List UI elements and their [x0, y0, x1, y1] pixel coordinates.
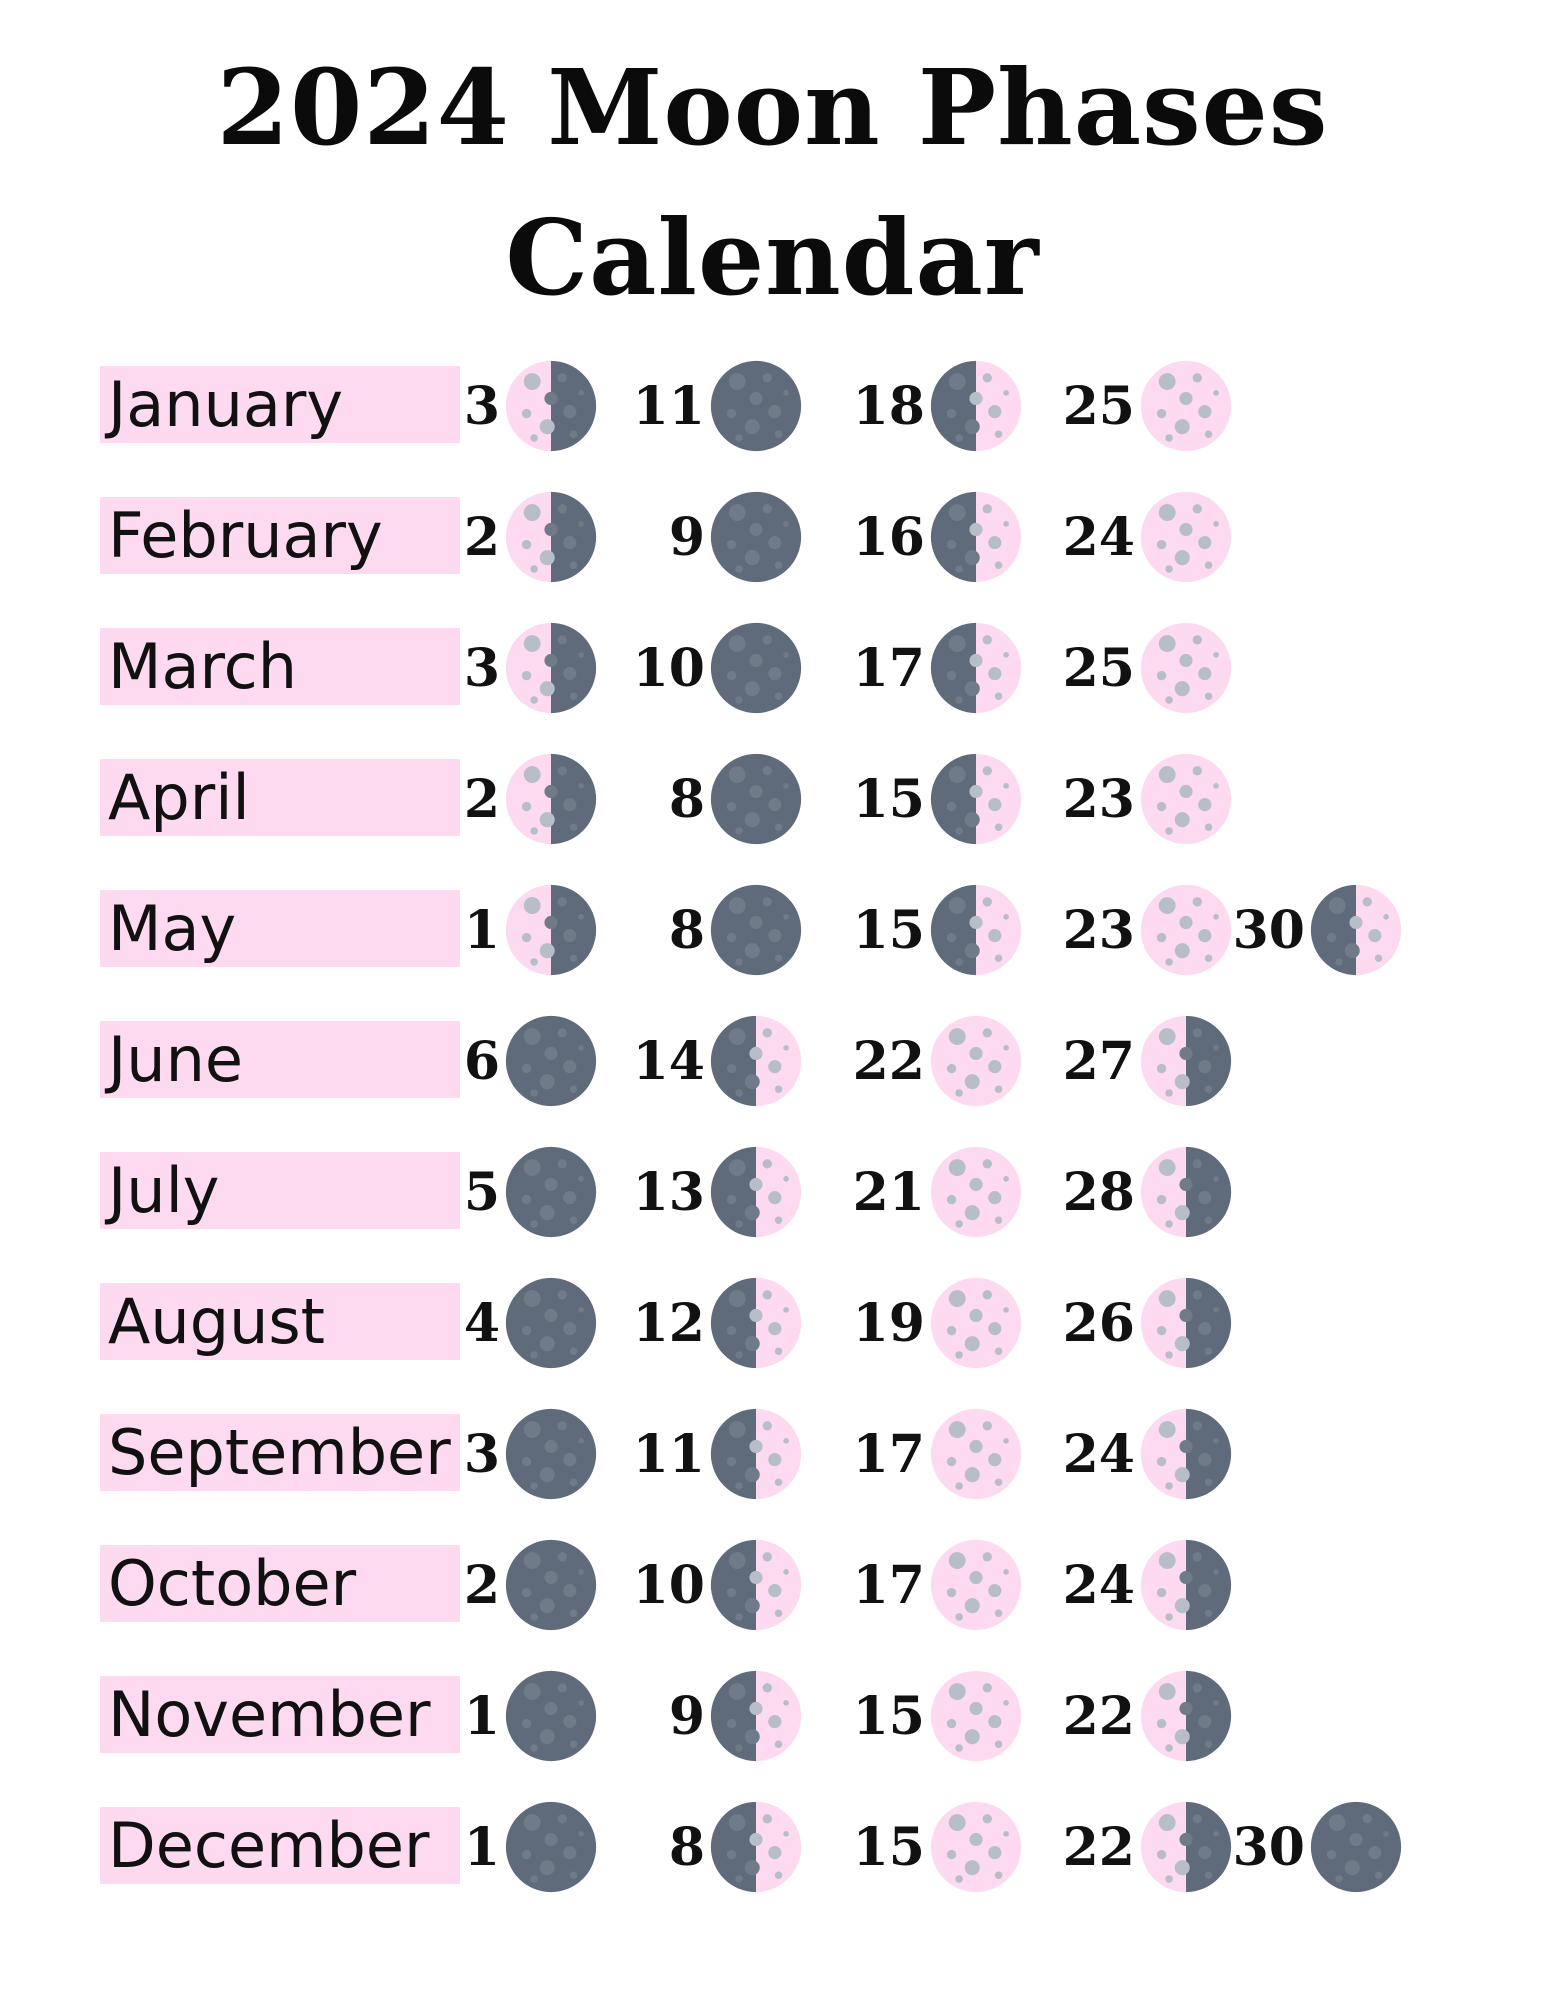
first-quarter-moon-icon	[709, 1276, 803, 1370]
phase-day: 27	[1062, 1031, 1135, 1092]
phase-day: 1	[463, 900, 500, 961]
phase-day: 15	[852, 1817, 925, 1878]
phase-day: 9	[668, 1686, 705, 1747]
phase-day: 15	[852, 769, 925, 830]
phase-day: 4	[463, 1293, 500, 1354]
phase-day: 3	[463, 376, 500, 437]
phase-day: 22	[1062, 1817, 1135, 1878]
month-name: June	[108, 1023, 244, 1096]
phase-day: 19	[852, 1293, 925, 1354]
phase-day: 25	[1062, 638, 1135, 699]
new-moon-icon	[709, 752, 803, 846]
month-row-may	[0, 869, 1545, 979]
phase-day: 17	[852, 638, 925, 699]
month-row-september	[0, 1393, 1545, 1503]
phase-day: 30	[1232, 1817, 1305, 1878]
month-label	[100, 890, 460, 967]
month-row-march	[0, 607, 1545, 717]
first-quarter-moon-icon	[709, 1407, 803, 1501]
month-row-april	[0, 738, 1545, 848]
phase-day: 10	[632, 638, 705, 699]
phase-day: 3	[463, 1424, 500, 1485]
new-moon-icon	[504, 1669, 598, 1763]
new-moon-icon	[504, 1014, 598, 1108]
month-name: May	[108, 892, 237, 965]
page-subtitle: Calendar	[505, 196, 1040, 319]
month-row-february	[0, 476, 1545, 586]
first-quarter-moon-icon	[929, 883, 1023, 977]
phase-day: 10	[632, 1555, 705, 1616]
phase-day: 2	[463, 507, 500, 568]
first-quarter-moon-icon	[709, 1800, 803, 1894]
phase-day: 26	[1062, 1293, 1135, 1354]
first-quarter-moon-icon	[929, 752, 1023, 846]
month-label	[100, 1545, 460, 1622]
full-moon-icon	[929, 1014, 1023, 1108]
month-row-november	[0, 1655, 1545, 1765]
month-label	[100, 1021, 460, 1098]
full-moon-icon	[1139, 490, 1233, 584]
phase-day: 9	[668, 507, 705, 568]
first-quarter-moon-icon	[929, 490, 1023, 584]
phase-day: 23	[1062, 900, 1135, 961]
first-quarter-moon-icon	[709, 1145, 803, 1239]
first-quarter-moon-icon	[709, 1014, 803, 1108]
full-moon-icon	[1139, 359, 1233, 453]
phase-day: 15	[852, 1686, 925, 1747]
new-moon-icon	[504, 1800, 598, 1894]
month-label	[100, 1152, 460, 1229]
month-name: November	[108, 1678, 431, 1751]
month-name: September	[108, 1416, 451, 1489]
last-quarter-moon-icon	[1139, 1407, 1233, 1501]
last-quarter-moon-icon	[1139, 1800, 1233, 1894]
new-moon-icon	[1309, 1800, 1403, 1894]
month-row-january	[0, 345, 1545, 455]
full-moon-icon	[929, 1276, 1023, 1370]
phase-day: 8	[668, 1817, 705, 1878]
phase-day: 23	[1062, 769, 1135, 830]
month-name: July	[108, 1154, 220, 1227]
phase-day: 16	[852, 507, 925, 568]
month-name: March	[108, 630, 297, 703]
last-quarter-moon-icon	[1139, 1669, 1233, 1763]
phase-day: 2	[463, 1555, 500, 1616]
month-name: April	[108, 761, 250, 834]
month-name: August	[108, 1285, 325, 1358]
last-quarter-moon-icon	[504, 883, 598, 977]
month-label	[100, 1676, 460, 1753]
new-moon-icon	[709, 359, 803, 453]
month-name: January	[108, 368, 344, 441]
last-quarter-moon-icon	[1139, 1014, 1233, 1108]
full-moon-icon	[929, 1538, 1023, 1632]
last-quarter-moon-icon	[504, 752, 598, 846]
month-name: February	[108, 499, 383, 572]
phase-day: 30	[1232, 900, 1305, 961]
full-moon-icon	[1139, 883, 1233, 977]
phase-day: 18	[852, 376, 925, 437]
phase-day: 8	[668, 769, 705, 830]
last-quarter-moon-icon	[504, 490, 598, 584]
last-quarter-moon-icon	[504, 621, 598, 715]
full-moon-icon	[1139, 621, 1233, 715]
full-moon-icon	[929, 1407, 1023, 1501]
phase-day: 14	[632, 1031, 705, 1092]
new-moon-icon	[504, 1276, 598, 1370]
new-moon-icon	[709, 621, 803, 715]
phase-day: 8	[668, 900, 705, 961]
first-quarter-moon-icon	[1309, 883, 1403, 977]
first-quarter-moon-icon	[709, 1538, 803, 1632]
new-moon-icon	[504, 1538, 598, 1632]
phase-day: 3	[463, 638, 500, 699]
phase-day: 6	[463, 1031, 500, 1092]
phase-day: 22	[852, 1031, 925, 1092]
new-moon-icon	[504, 1145, 598, 1239]
phase-day: 25	[1062, 376, 1135, 437]
month-label	[100, 1807, 460, 1884]
phase-day: 5	[463, 1162, 500, 1223]
month-row-october	[0, 1524, 1545, 1634]
month-name: December	[108, 1809, 430, 1882]
last-quarter-moon-icon	[1139, 1276, 1233, 1370]
phase-day: 22	[1062, 1686, 1135, 1747]
month-label	[100, 1283, 460, 1360]
last-quarter-moon-icon	[504, 359, 598, 453]
month-row-august	[0, 1262, 1545, 1372]
phase-day: 1	[463, 1817, 500, 1878]
phase-day: 24	[1062, 1424, 1135, 1485]
month-label	[100, 1414, 460, 1491]
phase-day: 11	[632, 376, 705, 437]
last-quarter-moon-icon	[1139, 1538, 1233, 1632]
month-name: October	[108, 1547, 357, 1620]
phase-day: 2	[463, 769, 500, 830]
new-moon-icon	[504, 1407, 598, 1501]
month-row-june	[0, 1000, 1545, 1110]
phase-day: 17	[852, 1555, 925, 1616]
phase-day: 24	[1062, 1555, 1135, 1616]
phase-day: 28	[1062, 1162, 1135, 1223]
month-row-december	[0, 1786, 1545, 1896]
phase-day: 17	[852, 1424, 925, 1485]
full-moon-icon	[929, 1800, 1023, 1894]
phase-day: 1	[463, 1686, 500, 1747]
month-label	[100, 366, 460, 443]
first-quarter-moon-icon	[929, 621, 1023, 715]
month-label	[100, 759, 460, 836]
last-quarter-moon-icon	[1139, 1145, 1233, 1239]
full-moon-icon	[929, 1145, 1023, 1239]
phase-day: 12	[632, 1293, 705, 1354]
first-quarter-moon-icon	[709, 1669, 803, 1763]
month-label	[100, 497, 460, 574]
phase-day: 24	[1062, 507, 1135, 568]
first-quarter-moon-icon	[929, 359, 1023, 453]
phase-day: 21	[852, 1162, 925, 1223]
phase-day: 11	[632, 1424, 705, 1485]
full-moon-icon	[1139, 752, 1233, 846]
phase-day: 15	[852, 900, 925, 961]
full-moon-icon	[929, 1669, 1023, 1763]
phase-day: 13	[632, 1162, 705, 1223]
month-row-july	[0, 1131, 1545, 1241]
month-label	[100, 628, 460, 705]
new-moon-icon	[709, 490, 803, 584]
new-moon-icon	[709, 883, 803, 977]
page-title: 2024 Moon Phases	[216, 46, 1329, 169]
